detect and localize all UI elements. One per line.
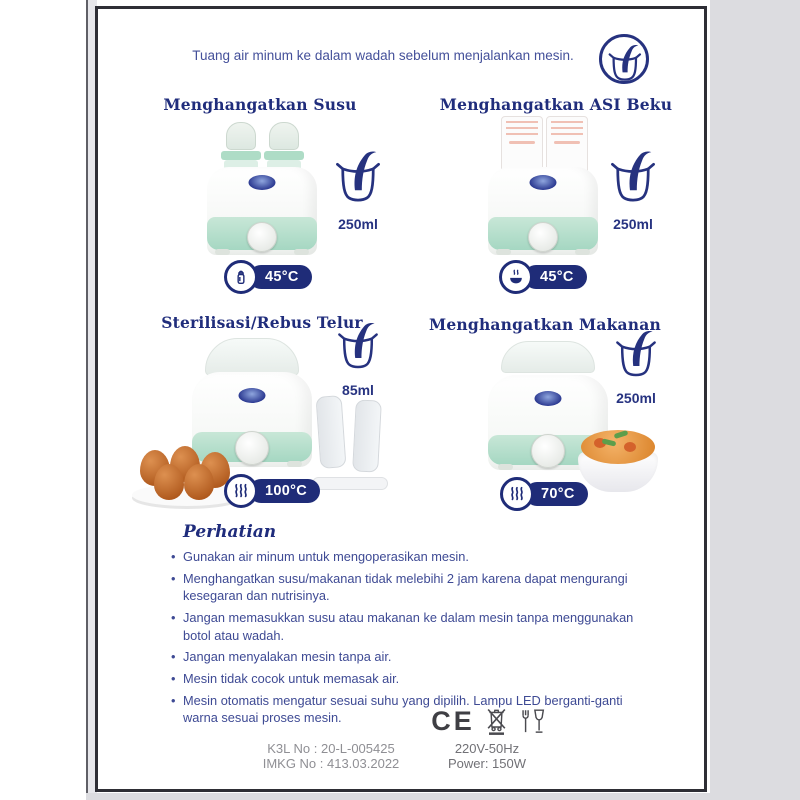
temperature-knob [531, 434, 565, 468]
food-container-lid [501, 341, 595, 373]
page-margin-right [710, 0, 800, 800]
sterilizer-dome-lid [205, 338, 299, 376]
imkg-number: IMKG No : 413.03.2022 [262, 756, 400, 772]
notice-item: • Menghangatkan susu/makanan tidak melebihi 2 jam karena dapat mengurangi kesegaran dan nutrisinya. [170, 570, 640, 605]
page-margin-bottom [86, 793, 710, 800]
section-title-warm-food: Menghangatkan Makanan [429, 315, 661, 334]
notice-item: • Jangan menyalakan mesin tanpa air. [170, 648, 640, 666]
temperature-badge-milk [224, 260, 312, 294]
pour-water-icon [614, 326, 658, 384]
pour-water-circle-icon [598, 33, 650, 90]
power-label: Power: 150W [447, 756, 527, 772]
pour-water-icon [610, 146, 656, 210]
temperature-value: 45°C [249, 265, 312, 289]
warmer-foot [215, 249, 230, 255]
brand-logo [249, 175, 276, 190]
bottle-icon [224, 260, 258, 294]
temperature-value: 70°C [525, 482, 588, 506]
warmer-body [207, 167, 317, 255]
volume-label: 85ml [342, 382, 374, 398]
notice-item: • Mesin tidak cocok untuk memasak air. [170, 670, 640, 688]
warmer-foot [496, 249, 511, 255]
brand-logo [239, 388, 266, 403]
bottle-cap [226, 122, 256, 150]
food-bowl-photo [578, 430, 658, 494]
steam-icon [224, 474, 258, 508]
voltage-label: 220V-50Hz [454, 741, 520, 756]
warmer-foot [498, 464, 513, 470]
section-title-warm-milk: Menghangatkan Susu [163, 95, 357, 114]
temperature-badge-breastmilk [499, 260, 587, 294]
k3l-number: K3L No : 20-L-005425 [267, 741, 395, 756]
instruction-card [95, 6, 707, 792]
bottle-collar [264, 151, 304, 160]
warmer-body [488, 167, 598, 255]
fill-volume-indicator [608, 146, 658, 232]
milk-bag-label [551, 121, 583, 137]
warmer-foot [287, 461, 302, 467]
intro-note: Tuang air minum ke dalam wadah sebelum menjalankan mesin. [192, 48, 574, 63]
certification-icons [428, 706, 548, 737]
milk-bag-seal [509, 141, 535, 144]
double-warmer-with-milk-bags-photo [488, 122, 598, 260]
pour-water-icon [336, 318, 380, 376]
notice-item: • Jangan memasukkan susu atau makanan ke dalam mesin tanpa menggunakan botol atau wadah. [170, 609, 640, 644]
notice-item: • Mesin otomatis mengatur sesuai suhu yang dipilih. Lampu LED berganti-ganti warna sesuai proses mesin. [170, 692, 640, 727]
egg [154, 464, 184, 500]
temperature-knob [247, 222, 277, 252]
milk-bag-seal [554, 141, 580, 144]
section-title-warm-breastmilk: Menghangatkan ASI Beku [439, 95, 673, 114]
notice-item: • Gunakan air minum untuk mengoperasikan mesin. [170, 548, 640, 566]
volume-label: 250ml [616, 390, 656, 406]
temperature-badge-food [500, 477, 588, 511]
double-warmer-with-bottles-photo [207, 122, 317, 260]
food-chunk [624, 442, 636, 452]
warmer-foot [294, 249, 309, 255]
temperature-value: 100°C [249, 479, 320, 503]
electrical-specs [397, 741, 577, 772]
temperature-value: 45°C [524, 265, 587, 289]
inverted-bottle [352, 399, 382, 472]
inverted-bottle [316, 395, 347, 469]
pour-water-icon [335, 146, 381, 210]
fill-volume-indicator [333, 146, 383, 232]
brand-logo [535, 391, 562, 406]
temperature-badge-sterilize [224, 474, 320, 508]
bowl-steam-icon [499, 260, 533, 294]
warmer-foot [575, 249, 590, 255]
fill-volume-indicator [611, 326, 661, 406]
bottle-collar [221, 151, 261, 160]
notice-list [170, 548, 640, 731]
bottle-drying-rack-photo [312, 386, 388, 490]
bottle-cap [269, 122, 299, 150]
glass-and-fork-icon [518, 707, 545, 737]
steam-icon [500, 477, 534, 511]
volume-label: 250ml [613, 216, 653, 232]
milk-bag-label [506, 121, 538, 137]
rack-base [312, 477, 388, 490]
egg [184, 464, 214, 500]
crossed-out-bin-icon [484, 707, 509, 737]
section-title-sterilize-eggs: Sterilisasi/Rebus Telur [161, 313, 363, 332]
brand-logo [530, 175, 557, 190]
temperature-knob [528, 222, 558, 252]
ce-mark-icon: CE [431, 706, 475, 736]
temperature-knob [235, 431, 269, 465]
notice-title: Perhatian [183, 522, 277, 542]
volume-label: 250ml [338, 216, 378, 232]
